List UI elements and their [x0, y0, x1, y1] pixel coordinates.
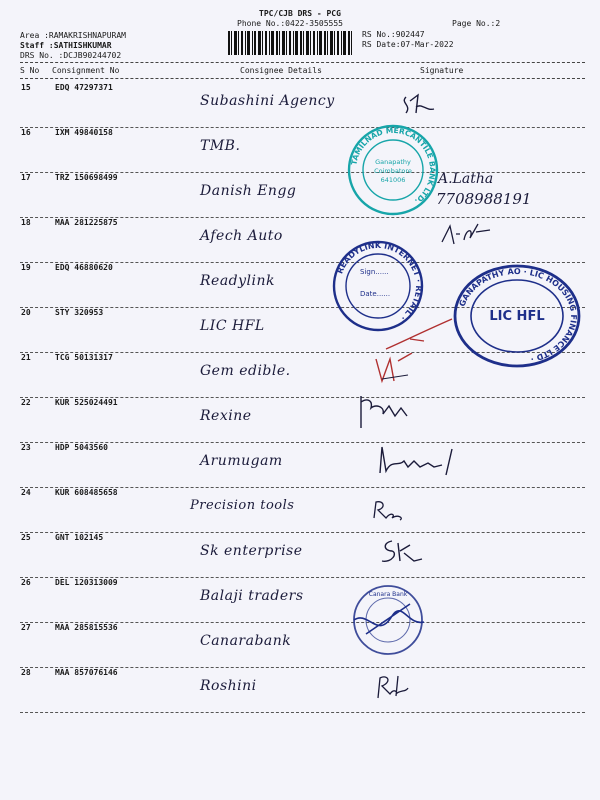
- signature-icon: [372, 672, 416, 702]
- row-consignee: Subashini Agency: [200, 93, 335, 109]
- row-consignee: Canarabank: [200, 633, 292, 649]
- phone-number: Phone No.:0422-3505555: [237, 19, 343, 28]
- row-sno: 20: [21, 308, 31, 317]
- row-consignee: Readylink: [200, 273, 275, 289]
- table-row: [0, 443, 600, 488]
- table-row: [0, 578, 600, 623]
- row-consignee: Arumugam: [200, 453, 283, 469]
- header-divider: [20, 62, 585, 63]
- table-row: [0, 83, 600, 128]
- drs-number: DRS No. :DCJB90244702: [20, 51, 122, 60]
- svg-text:Date......: Date......: [360, 290, 391, 298]
- row-sno: 17: [21, 173, 31, 182]
- lic-hfl-stamp-icon: [452, 262, 582, 370]
- rs-date: RS Date:07-Mar-2022: [362, 40, 454, 49]
- row-consignment: TRZ 150698499: [55, 173, 118, 182]
- row-consignment: GNT 102145: [55, 533, 104, 542]
- col-consignee: Consignee Details: [240, 66, 322, 75]
- svg-text:641006: 641006: [380, 176, 406, 184]
- col-signature: Signature: [420, 66, 464, 75]
- svg-text:READYLINK INTERNET · RETAIL ·: READYLINK INTERNET · RETAIL ·: [335, 240, 424, 323]
- column-divider: [20, 78, 585, 79]
- rs-number: RS No.:902447: [362, 30, 425, 39]
- svg-text:LIC HFL: LIC HFL: [489, 309, 545, 324]
- svg-text:Sign......: Sign......: [360, 268, 389, 276]
- sheet-title: TPC/CJB DRS - PCG: [259, 9, 341, 18]
- row-consignment: KUR 525024491: [55, 398, 118, 407]
- table-row: [0, 623, 600, 668]
- table-row: [0, 668, 600, 713]
- row-sno: 26: [21, 578, 31, 587]
- row-consignee: Sk enterprise: [200, 543, 303, 559]
- area-label: Area :RAMAKRISHNAPURAM: [20, 31, 126, 40]
- row-sno: 24: [21, 488, 31, 497]
- table-row: [0, 398, 600, 443]
- table-row: [0, 173, 600, 218]
- svg-text:Ganapathy: Ganapathy: [375, 158, 411, 166]
- row-consignment: IXM 49840158: [55, 128, 113, 137]
- signature-icon: [370, 498, 410, 522]
- row-consignment: EDQ 47297371: [55, 83, 113, 92]
- row-sno: 15: [21, 83, 31, 92]
- table-row: [0, 128, 600, 173]
- readylink-stamp-icon: [330, 238, 426, 334]
- staff-label: Staff :SATHISHKUMAR: [20, 41, 112, 50]
- signature-icon: [398, 93, 438, 118]
- row-consignee: LIC HFL: [200, 318, 265, 334]
- row-divider: [20, 712, 585, 713]
- row-consignment: STY 320953: [55, 308, 104, 317]
- table-row: [0, 218, 600, 263]
- row-consignee: Danish Engg: [200, 183, 297, 199]
- svg-text:TAMILNAD MERCANTILE BANK LTD.: TAMILNAD MERCANTILE BANK LTD.: [349, 125, 438, 206]
- row-sno: 21: [21, 353, 31, 362]
- row-sno: 16: [21, 128, 31, 137]
- table-row: [0, 533, 600, 578]
- row-consignee: Roshini: [200, 678, 257, 694]
- row-consignment: KUR 608485658: [55, 488, 118, 497]
- signature-icon: [438, 220, 498, 250]
- row-consignment: DEL 120313009: [55, 578, 118, 587]
- canara-bank-stamp-icon: [348, 580, 428, 660]
- barcode-icon: [228, 31, 352, 55]
- signature-icon: [355, 394, 415, 432]
- row-consignment: MAA 285815536: [55, 623, 118, 632]
- signature-name: A.Latha: [438, 171, 494, 187]
- row-sno: 22: [21, 398, 31, 407]
- row-sno: 25: [21, 533, 31, 542]
- row-consignment: MAA 857076146: [55, 668, 118, 677]
- signature-icon: [372, 443, 462, 479]
- row-sno: 19: [21, 263, 31, 272]
- row-consignment: HDP 5043560: [55, 443, 108, 452]
- row-sno: 27: [21, 623, 31, 632]
- row-consignee: TMB.: [200, 138, 241, 154]
- page-number: Page No.:2: [452, 19, 501, 28]
- row-consignment: MAA 281225875: [55, 218, 118, 227]
- row-consignment: EDQ 46880620: [55, 263, 113, 272]
- svg-text:GANAPATHY AO · LIC HOUSING FIN: GANAPATHY AO · LIC HOUSING FINANCE LTD ·: [457, 266, 579, 364]
- svg-text:Coimbatore: Coimbatore: [374, 167, 412, 175]
- row-sno: 28: [21, 668, 31, 677]
- tmb-bank-stamp-icon: [345, 122, 441, 218]
- row-consignee: Precision tools: [190, 498, 295, 513]
- row-consignee: Rexine: [200, 408, 252, 424]
- signature-phone: 7708988191: [436, 190, 532, 208]
- table-row: [0, 488, 600, 533]
- row-consignee: Gem edible.: [200, 363, 291, 379]
- row-sno: 18: [21, 218, 31, 227]
- row-consignee: Balaji traders: [200, 588, 304, 604]
- svg-text:Canara Bank: Canara Bank: [368, 591, 408, 598]
- signature-icon: [378, 537, 428, 567]
- col-sno: S No: [20, 66, 40, 75]
- row-consignment: TCG 50131317: [55, 353, 113, 362]
- row-sno: 23: [21, 443, 31, 452]
- signature-icon: [368, 353, 418, 389]
- row-consignee: Afech Auto: [200, 228, 283, 244]
- col-consignment: Consignment No: [52, 66, 120, 75]
